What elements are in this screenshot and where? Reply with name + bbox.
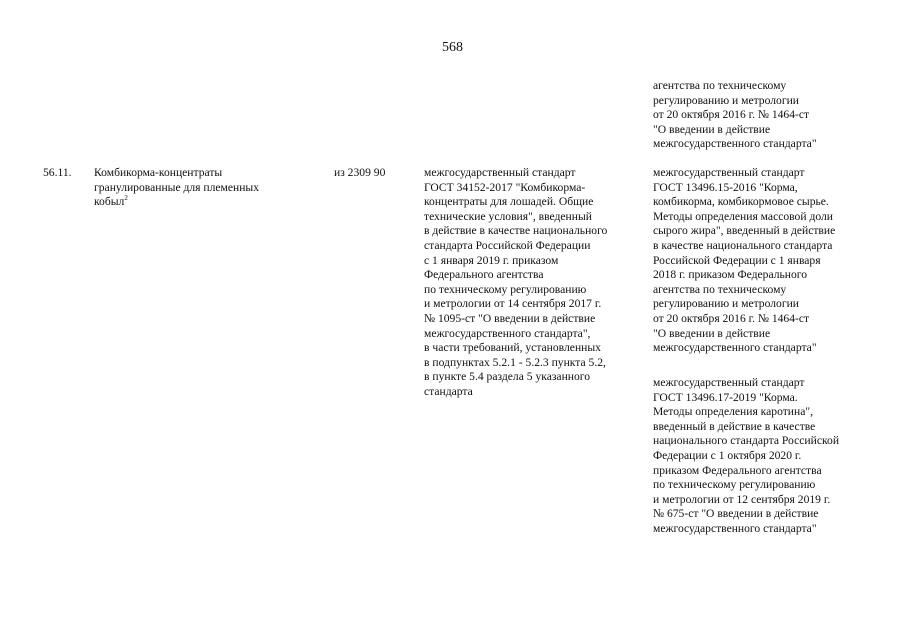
text-line: "О введении в действие (653, 326, 771, 340)
text-line: сырого жира", введенный в действие (653, 224, 836, 238)
text-line: и метрологии от 12 сентября 2019 г. (653, 492, 831, 506)
text-line: гранулированные для племенных (94, 180, 260, 194)
tn-ved-code: из 2309 90 (334, 166, 386, 179)
text-line: национального стандарта Российской (653, 434, 840, 448)
text-line: по техническому регулированию (653, 478, 816, 492)
text-line: в качестве национального стандарта (653, 238, 833, 252)
page-number: 568 (442, 40, 463, 55)
text-line: от 20 октября 2016 г. № 1464-ст (653, 311, 810, 325)
text-line: стандарта Российской Федерации (424, 238, 591, 252)
product-name (94, 166, 314, 210)
text-line: межгосударственного стандарта" (653, 341, 817, 355)
text-line: "О введении в действие (653, 122, 771, 136)
text-line: технические условия", введенный (424, 209, 592, 223)
text-line: в пункте 5.4 раздела 5 указанного (424, 370, 591, 384)
text-line: стандарта (424, 384, 473, 398)
text-line: в действие в качестве национального (424, 224, 608, 238)
text-line: Комбикорма-концентраты (94, 166, 223, 179)
text-line: межгосударственный стандарт (653, 376, 805, 389)
text-line: кобыл$^2$ (94, 194, 128, 209)
text-line: № 675-ст "О введении в действие (653, 507, 819, 521)
text-line: ГОСТ 13496.15-2016 "Корма, (653, 180, 798, 194)
text-line: ГОСТ 34152-2017 "Комбикорма- (424, 180, 586, 194)
text-line: регулированию и метрологии (653, 93, 799, 107)
text-line: межгосударственного стандарта", (424, 326, 591, 340)
text-line: и метрологии от 14 сентября 2017 г. (424, 297, 602, 311)
text-line: регулированию и метрологии (653, 297, 799, 311)
text-line: комбикорма, комбикормовое сырье. (653, 195, 829, 209)
text-line: в подпунктах 5.2.1 - 5.2.3 пункта 5.2, (424, 355, 606, 369)
text-line: концентраты для лошадей. Общие (424, 195, 594, 209)
requirements-standard (424, 166, 649, 400)
text-line: № 1095-ст "О введении в действие (424, 311, 596, 325)
text-line: межгосударственный стандарт (653, 166, 805, 179)
text-line: 2018 г. приказом Федерального (653, 268, 808, 282)
text-line: Федерации с 1 октября 2020 г. (653, 448, 802, 462)
text-line: Российской Федерации с 1 января (653, 253, 821, 267)
text-line: по техническому регулированию (424, 282, 587, 296)
text-line: Федерального агентства (424, 268, 544, 282)
text-line: в части требований, установленных (424, 341, 601, 355)
text-line: Методы определения каротина", (653, 405, 813, 419)
footnote-marker: 2 (124, 194, 128, 203)
text-line: агентства по техническому (653, 282, 787, 296)
text-line: введенный в действие в качестве (653, 419, 816, 433)
text-line: приказом Федерального агентства (653, 463, 822, 477)
top-continuation-text (653, 79, 893, 152)
text-line: межгосударственного стандарта" (653, 137, 817, 151)
row-number: 56.11. (43, 166, 72, 179)
text-line: с 1 января 2019 г. приказом (424, 253, 559, 267)
text-line: ГОСТ 13496.17-2019 "Корма. (653, 390, 798, 404)
text-line: межгосударственный стандарт (424, 166, 576, 179)
methods-standard-1 (653, 166, 898, 356)
text-line: Методы определения массовой доли (653, 209, 833, 223)
text-line: агентства по техническому (653, 79, 787, 92)
methods-standard-2 (653, 376, 898, 537)
text-line: от 20 октября 2016 г. № 1464-ст (653, 108, 810, 122)
text-line: межгосударственного стандарта" (653, 521, 817, 535)
